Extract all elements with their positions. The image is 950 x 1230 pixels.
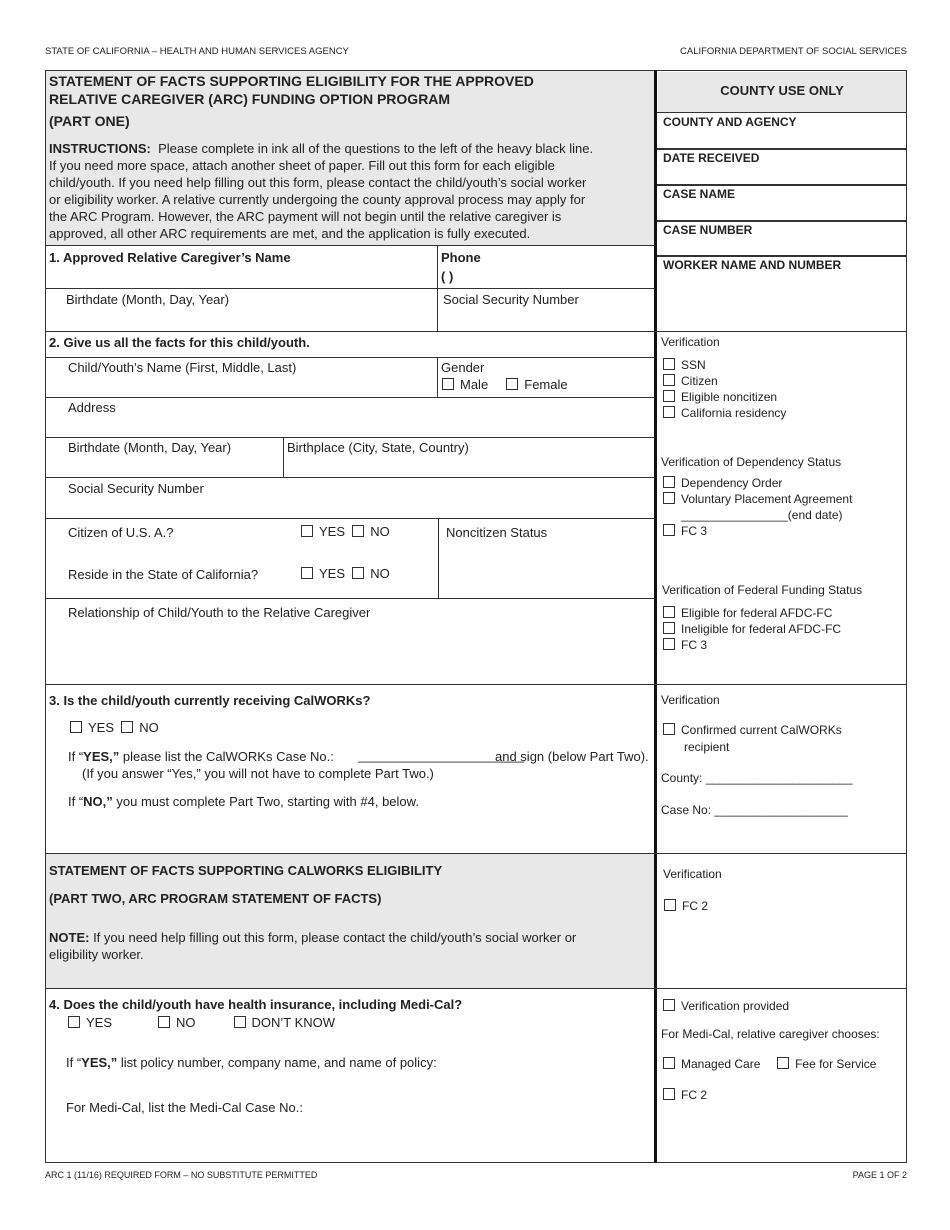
calworks-note: (If you answer “Yes,” you will not have to complete Part Two.) [82,766,434,781]
note-label: NOTE: [49,930,90,945]
child-ssn-field[interactable]: Social Security Number [68,481,204,496]
confirmed-calworks [663,722,842,739]
gender-label: Gender [441,360,485,375]
divider [45,598,438,599]
california-residency-label: California residency [681,406,787,420]
page-number: PAGE 1 OF 2 [852,1170,907,1180]
eligible-noncitizen-label: Eligible noncitizen [681,390,778,404]
note-text: If you need help filling out this form, please contact the child/youth’s social worker or [89,930,577,945]
end-date-field[interactable]: ________________(end date) [681,508,843,522]
recipient-label: recipient [684,740,730,754]
divider [45,518,655,519]
dependency-order-checkbox[interactable] [663,476,675,488]
male-label: Male [460,377,489,392]
divider [283,437,284,477]
calworks-sign-text: and sign (below Part Two). [495,749,649,764]
gender-options [442,376,568,393]
calworks-if-no [68,793,419,810]
instructions [49,140,593,242]
dependency-list [663,475,852,539]
female-checkbox[interactable] [506,378,518,390]
ssn-checkbox[interactable] [663,358,675,370]
dependency-status-title: Verification of Dependency Status [661,455,842,469]
federal-funding-title: Verification of Federal Funding Status [662,583,863,597]
fc2-label: FC 2 [682,899,709,913]
reside-options [301,565,390,582]
agency-header: STATE OF CALIFORNIA – HEALTH AND HUMAN SERVICES AGENCY [45,46,349,57]
text: If “ [68,794,84,809]
fc3-federal-checkbox[interactable] [663,638,675,650]
citizen-checkbox[interactable] [663,374,675,386]
female-label: Female [524,377,568,392]
reside-label: Reside in the State of California? [68,567,259,582]
divider [45,684,907,685]
phone-area-code: ( ) [441,269,454,284]
instructions-text: the ARC Program. However, the ARC payment will not begin until the relative caregiver is [49,209,562,224]
verification-provided [663,998,789,1015]
ineligible-afdc-label: Ineligible for federal AFDC-FC [681,622,842,636]
confirmed-calworks-checkbox[interactable] [663,723,675,735]
text: YES,” [81,1055,118,1070]
divider [45,477,655,478]
fc3-checkbox[interactable] [663,524,675,536]
calworks-yes-checkbox[interactable] [70,721,82,733]
text: list policy number, company name, and name of policy: [117,1055,437,1070]
date-received-field[interactable]: DATE RECEIVED [663,151,760,165]
fc3-label: FC 3 [681,524,708,538]
yes-label: YES [88,720,115,735]
section-3-heading: 3. Is the child/youth currently receiving CalWORKs? [49,693,371,708]
divider [45,331,907,332]
address-field[interactable]: Address [68,400,116,415]
divider [437,357,438,397]
instructions-text: or eligibility worker. A relative currently undergoing the county approval process may apply for [49,192,586,207]
dont-know-label: DON’T KNOW [251,1015,336,1030]
divider [45,853,907,854]
yes-label: YES [319,524,346,539]
divider [45,70,907,71]
federal-funding-list [663,605,841,653]
heavy-black-line [654,70,657,1163]
text: please list the CalWORKs Case No.: [119,749,334,764]
form-title-line2: RELATIVE CAREGIVER (ARC) FUNDING OPTION PROGRAM [49,91,451,107]
instructions-text: Please complete in ink all of the questions to the left of the heavy black line. [158,141,594,156]
fc2-verification [664,898,708,915]
text: you must complete Part Two, starting with #4, below. [112,794,419,809]
calworks-if-yes [68,748,334,765]
section-2-heading: 2. Give us all the facts for this child/youth. [49,335,310,350]
yes-label: YES [86,1015,113,1030]
worker-name-field[interactable]: WORKER NAME AND NUMBER [663,258,842,272]
calworks-no-checkbox[interactable] [121,721,133,733]
california-residency-checkbox[interactable] [663,406,675,418]
no-label: NO [370,566,390,581]
verification-list [663,357,786,421]
insurance-yes-checkbox[interactable] [68,1016,80,1028]
yes-label: YES [319,566,346,581]
policy-info-field[interactable] [66,1054,437,1071]
divider [45,437,655,438]
text: If “ [66,1055,82,1070]
fee-for-service-label: Fee for Service [795,1057,877,1071]
no-label: NO [139,720,159,735]
eligible-noncitizen-checkbox[interactable] [663,390,675,402]
divider [45,245,655,246]
fc2-checkbox[interactable] [664,899,676,911]
fc2-medi-cal-checkbox[interactable] [663,1088,675,1100]
divider [45,288,655,289]
instructions-label: INSTRUCTIONS: [49,141,151,156]
medi-cal-choice-options [663,1056,876,1073]
divider [906,70,907,1163]
county-and-agency-field[interactable]: COUNTY AND AGENCY [663,115,797,129]
male-checkbox[interactable] [442,378,454,390]
eligible-afdc-checkbox[interactable] [663,606,675,618]
part-two-note-cont: eligibility worker. [49,947,144,962]
voluntary-placement-checkbox[interactable] [663,492,675,504]
department-header: CALIFORNIA DEPARTMENT OF SOCIAL SERVICES [680,46,907,57]
form-title-part: (PART ONE) [49,113,130,129]
child-birthdate-field[interactable]: Birthdate (Month, Day, Year) [68,440,232,455]
phone-field[interactable]: Phone [441,250,481,265]
caregiver-birthdate-field[interactable]: Birthdate (Month, Day, Year) [66,292,230,307]
form-number: ARC 1 (11/16) REQUIRED FORM – NO SUBSTITUTE PERMITTED [45,1170,318,1180]
managed-care-label: Managed Care [681,1057,761,1071]
form-title-line1: STATEMENT OF FACTS SUPPORTING ELIGIBILITY FOR THE APPROVED [49,73,534,89]
reside-yes-checkbox[interactable] [301,567,313,579]
verification-case-no-field[interactable]: Case No: ____________________ [661,803,848,817]
reside-no-checkbox[interactable] [352,567,364,579]
section-4-heading: 4. Does the child/youth have health insurance, including Medi-Cal? [49,997,463,1012]
caregiver-ssn-field[interactable]: Social Security Number [443,292,579,307]
no-label: NO [370,524,390,539]
voluntary-placement-label: Voluntary Placement Agreement [681,492,853,506]
part-two-subtitle: (PART TWO, ARC PROGRAM STATEMENT OF FACTS) [49,891,382,906]
calworks-case-number-field[interactable]: _______________________ [358,748,525,763]
no-label: NO [176,1015,196,1030]
part-two-verification-title: Verification [663,867,722,881]
case-number-field[interactable]: CASE NUMBER [663,223,753,237]
citizen-no-checkbox[interactable] [352,525,364,537]
noncitizen-status-field[interactable]: Noncitizen Status [446,525,548,540]
caregiver-name-field[interactable]: 1. Approved Relative Caregiver’s Name [49,250,291,265]
citizen-options [301,523,390,540]
verification-provided-label: Verification provided [681,999,790,1013]
divider [438,598,655,599]
case-name-field[interactable]: CASE NAME [663,187,736,201]
eligible-afdc-label: Eligible for federal AFDC-FC [681,606,833,620]
medi-cal-choice-label: For Medi-Cal, relative caregiver chooses: [661,1027,880,1041]
citizen-label: Citizen [681,374,718,388]
instructions-text: child/youth. If you need help filling out this form, please contact the child/youth’s social worker [49,175,587,190]
fc3-label: FC 3 [681,638,708,652]
relationship-field[interactable]: Relationship of Child/Youth to the Relative Caregiver [68,605,371,620]
text: If “ [68,749,84,764]
verification-provided-checkbox[interactable] [663,999,675,1011]
divider [45,70,46,1163]
insurance-options [68,1014,335,1031]
county-use-only-header: COUNTY USE ONLY [720,83,844,98]
citizen-yes-checkbox[interactable] [301,525,313,537]
divider [657,112,907,113]
fc2-label: FC 2 [681,1088,708,1102]
ssn-label: SSN [681,358,706,372]
divider [45,397,655,398]
ineligible-afdc-checkbox[interactable] [663,622,675,634]
part-two-title: STATEMENT OF FACTS SUPPORTING CALWORKS ELIGIBILITY [49,863,443,878]
medi-cal-case-field[interactable]: For Medi-Cal, list the Medi-Cal Case No.: [66,1100,303,1115]
confirmed-calworks-label: Confirmed current CalWORKs [681,723,842,737]
text: NO,” [83,794,113,809]
calworks-options [70,719,159,736]
text: YES,” [83,749,120,764]
verification-title: Verification [661,335,720,349]
birthplace-field[interactable]: Birthplace (City, State, Country) [287,440,469,455]
dependency-order-label: Dependency Order [681,476,783,490]
managed-care-checkbox[interactable] [663,1057,675,1069]
fc2-medi-cal [663,1087,707,1104]
part-two-note [49,929,576,946]
calworks-verification-title: Verification [661,693,720,707]
child-name-field[interactable]: Child/Youth’s Name (First, Middle, Last) [68,360,297,375]
divider [45,988,907,989]
instructions-text: approved, all other ARC requirements are met, and the application is fully executed. [49,226,531,241]
divider [438,518,439,598]
divider [437,245,438,331]
divider [45,357,655,358]
fee-for-service-checkbox[interactable] [777,1057,789,1069]
insurance-no-checkbox[interactable] [158,1016,170,1028]
insurance-dont-know-checkbox[interactable] [234,1016,246,1028]
verification-county-field[interactable]: County: ______________________ [661,771,853,785]
divider [45,1162,907,1163]
instructions-text: If you need more space, attach another sheet of paper. Fill out this form for each eligible [49,158,555,173]
citizen-label: Citizen of U.S. A.? [68,525,174,540]
